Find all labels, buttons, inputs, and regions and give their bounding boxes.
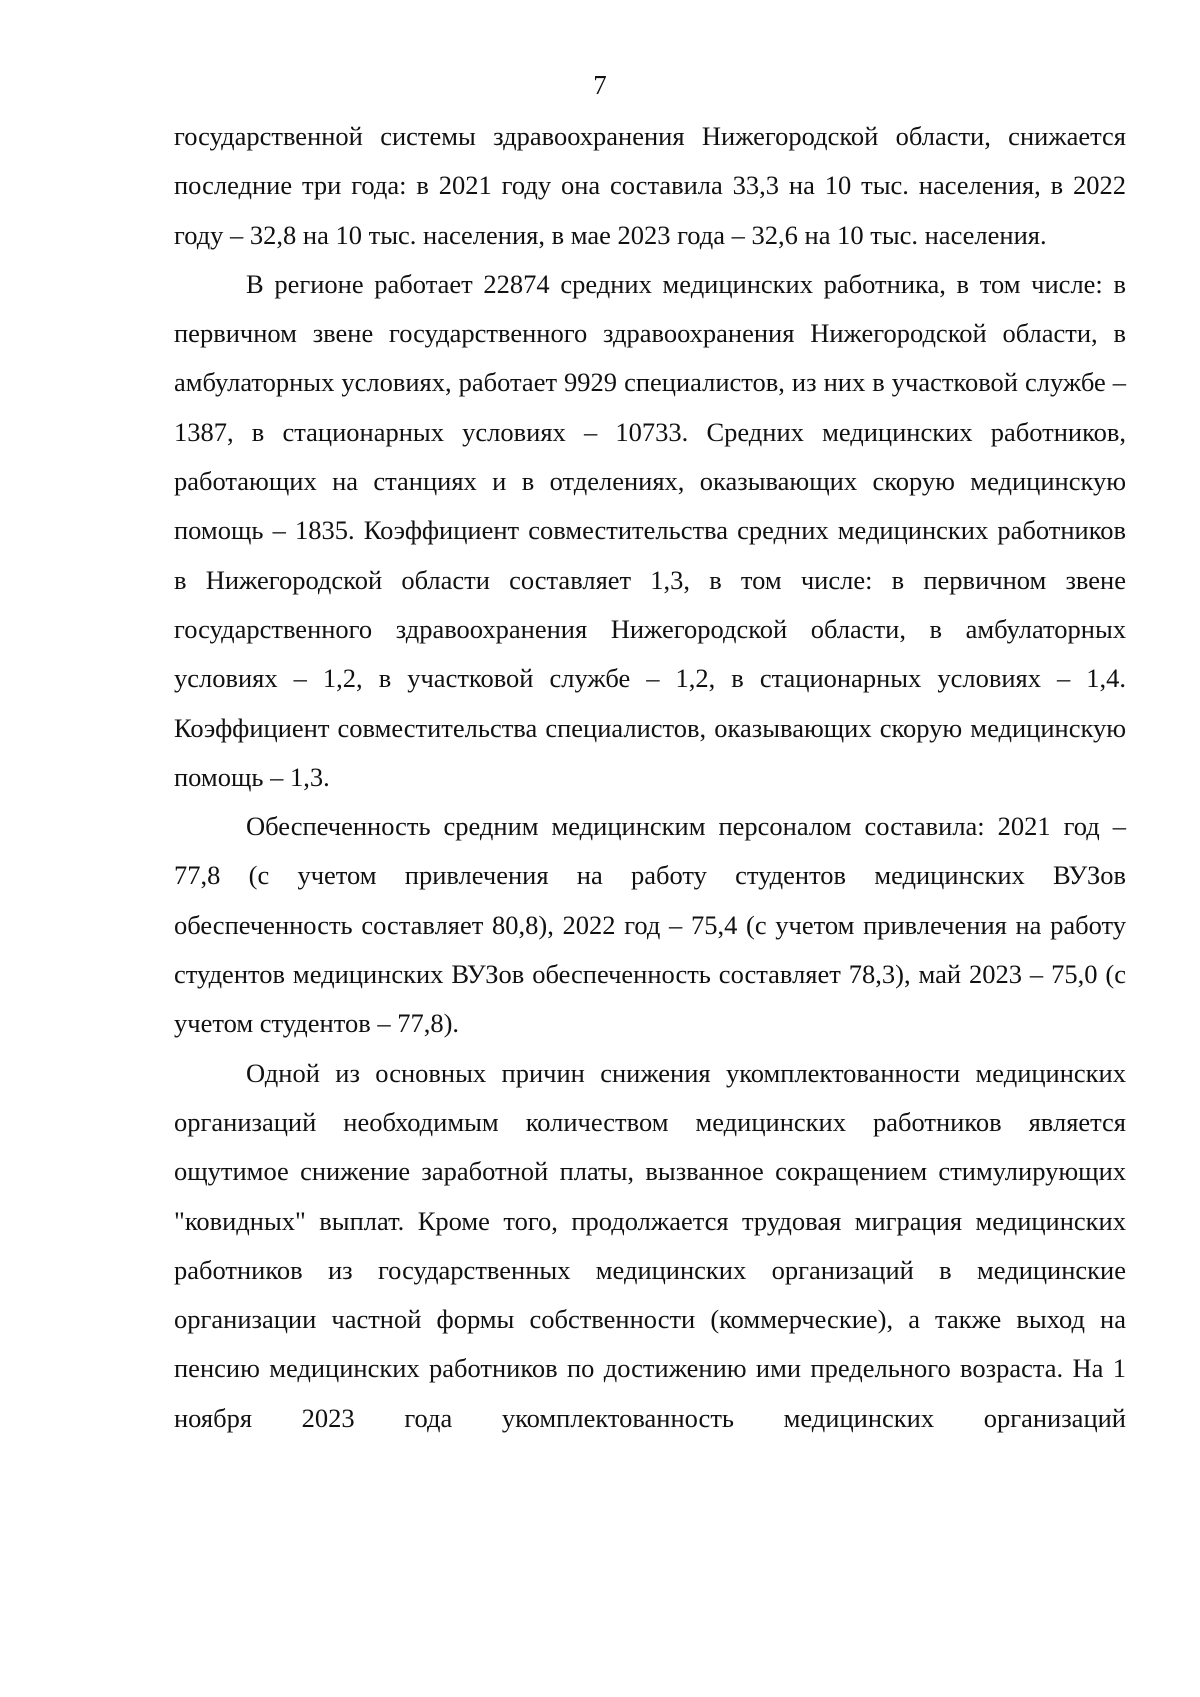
paragraph-4: Одной из основных причин снижения укомплектованности медицинских организаций необходимым количеством медицинских работников является ощутимое снижение заработной платы, вызванное сокращением стимулирующих "ковидных" выплат. Кроме того, продолжается трудовая миграция медицинских работников из государственных медицинских организаций в медицинские организации частной формы собственности (коммерческие), а также выход на пенсию медицинских работников по достижению ими предельного возраста. На 1 ноября 2023 года укомплектованность медицинских организаций <box>174 1057 1126 1433</box>
paragraph-2: В регионе работает 22874 средних медицинских работника, в том числе: в первичном звене государственного здравоохранения Нижегородской области, в амбулаторных условиях, работает 9929 специалистов, из них в участковой службе – 1387, в стационарных условиях – 10733. Средних медицинских работников, работающих на станциях и в отделениях, оказывающих скорую медицинскую помощь – 1835. Коэффициент совместительства средних медицинских работников в Нижегородской области составляет 1,3, в том числе: в первичном звене государственного здравоохранения Нижегородской области, в амбулаторных условиях – 1,2, в участковой службе – 1,2, в стационарных условиях – 1,4. Коэффициент совместительства специалистов, оказывающих скорую медицинскую помощь – 1,3. <box>174 268 1126 792</box>
document-body <box>174 112 1126 1443</box>
paragraph-1: государственной системы здравоохранения Нижегородской области, снижается последние три года: в 2021 году она составила 33,3 на 10 тыс. населения, в 2022 году – 32,8 на 10 тыс. населения, в мае 2023 года – 32,6 на 10 тыс. населения. <box>174 121 1126 250</box>
paragraph-3: Обеспеченность средним медицинским персоналом составила: 2021 год – 77,8 (с учетом привлечения на работу студентов медицинских ВУЗов обеспеченность составляет 80,8), 2022 год – 75,4 (с учетом привлечения на работу студентов медицинских ВУЗов обеспеченность составляет 78,3), май 2023 – 75,0 (с учетом студентов – 77,8). <box>174 811 1126 1039</box>
page-number: 7 <box>593 70 607 100</box>
